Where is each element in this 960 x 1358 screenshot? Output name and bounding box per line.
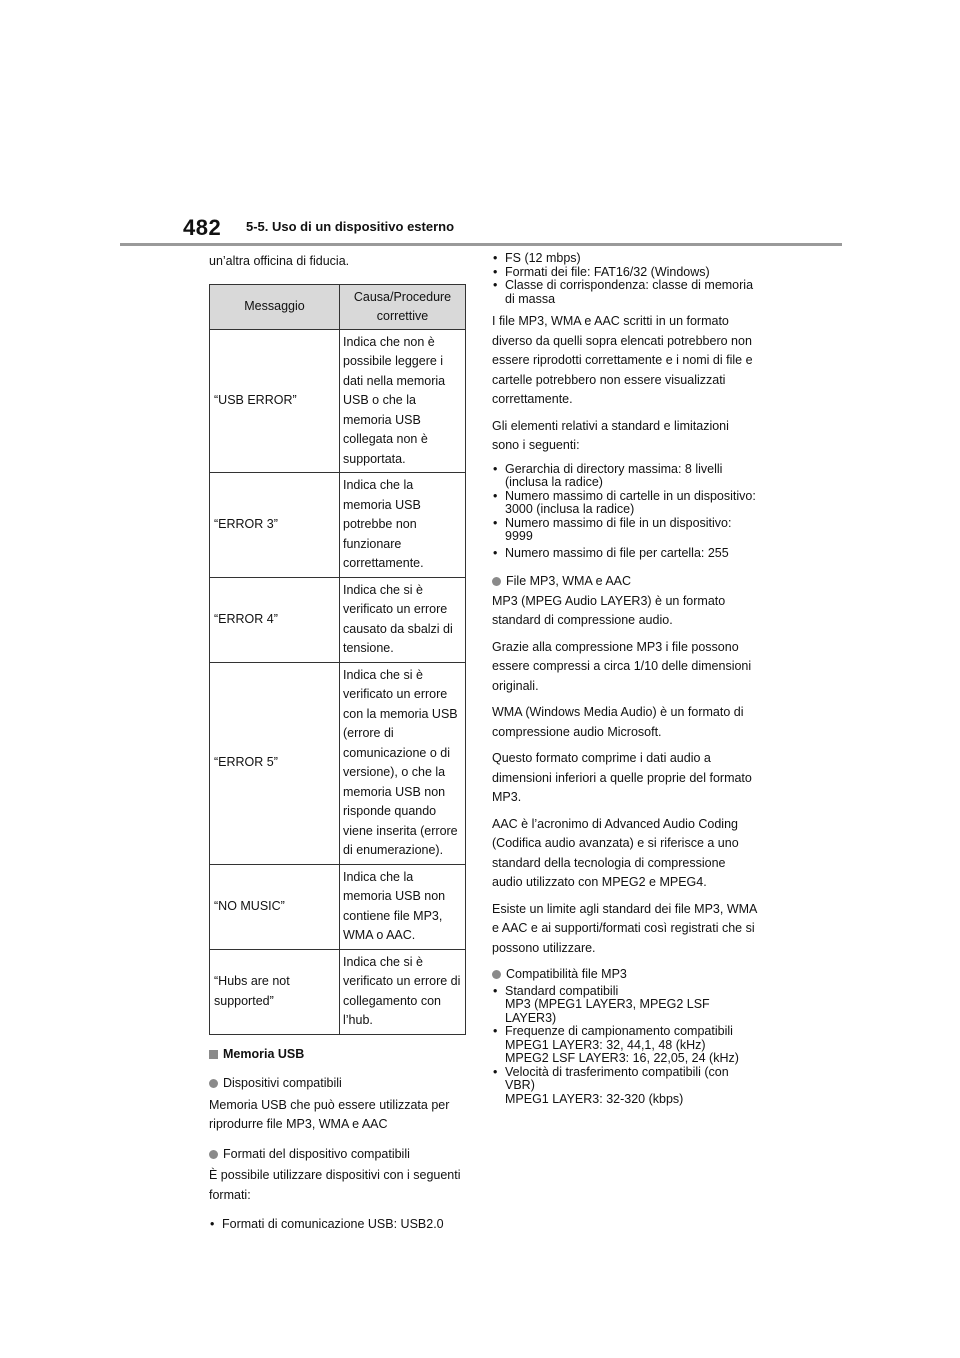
table-cell-message: “ERROR 3”: [210, 473, 340, 578]
right-column: [492, 252, 757, 1112]
list-item: [492, 1025, 757, 1066]
table-cell-message: “Hubs are not supported”: [210, 949, 340, 1034]
formati-heading: [209, 1145, 471, 1165]
list-item: • Classe di corrispondenza: classe di memoria di massa: [492, 279, 757, 306]
paragraph: Gli elementi relativi a standard e limitazioni sono i seguenti:: [492, 418, 729, 452]
paragraph: MP3 (MPEG Audio LAYER3) è un formato standard di compressione audio.: [492, 593, 726, 627]
compat-list: [492, 985, 757, 1107]
table-cell-cause: Indica che la memoria USB potrebbe non funzionare correttamente.: [340, 473, 466, 578]
table-header-cause: Causa/Procedure correttive: [340, 284, 466, 329]
formati-text: È possibile utilizzare dispositivi con i seguenti formati:: [209, 1168, 461, 1202]
paragraph: Esiste un limite agli standard dei file MP3, WMA e AAC e ai supporti/formati così registrati che si possono utilizzare.: [492, 901, 757, 955]
list-item-detail: MPEG1 LAYER3: 32, 44,1, 48 (kHz): [505, 1037, 706, 1052]
table-row: [210, 864, 466, 949]
file-formats-heading-text: File MP3, WMA e AAC: [506, 574, 632, 588]
memoria-usb-heading-text: Memoria USB: [223, 1046, 305, 1061]
page-number: 482: [183, 215, 222, 240]
table-cell-cause: Indica che la memoria USB non contiene file MP3, WMA o AAC.: [340, 864, 466, 949]
formati-heading-text: Formati del dispositivo compatibili: [223, 1146, 410, 1161]
table-row: [210, 662, 466, 864]
table-cell-cause: Indica che si è verificato un errore con la memoria USB (errore di comunicazione o di versione), o che la memoria USB non risponde quando viene inserita (errore di enumerazione).: [340, 662, 466, 864]
list-item-detail: MPEG2 LSF LAYER3: 16, 22,05, 24 (kHz): [505, 1051, 739, 1065]
compat-heading-text: Compatibilità file MP3: [506, 967, 627, 981]
list-item: [492, 1066, 757, 1107]
paragraph: I file MP3, WMA e AAC scritti in un formato diverso da quelli sopra elencati potrebbero non essere riprodotti correttamente e i nomi di file e cartelle potrebbero non essere visualizzati correttamente.: [492, 314, 753, 406]
list-item-detail: MPEG1 LAYER3: 32-320 (kbps): [505, 1091, 684, 1106]
circle-bullet-icon: [492, 970, 501, 979]
limits-list: [492, 463, 757, 561]
left-column: [209, 252, 471, 1241]
dispositivi-text: Memoria USB che può essere utilizzata per riprodurre file MP3, WMA e AAC: [209, 1097, 450, 1131]
list-item: • Formati dei file: FAT16/32 (Windows): [492, 266, 757, 280]
formati-list-continued: [492, 252, 757, 306]
dispositivi-heading: [209, 1074, 471, 1094]
list-item: • Numero massimo di file per cartella: 255: [492, 547, 757, 561]
list-item: • Numero massimo di file in un dispositivo: 9999: [492, 517, 757, 544]
list-item: [492, 985, 757, 1026]
table-cell-message: “ERROR 4”: [210, 577, 340, 662]
dispositivi-heading-text: Dispositivi compatibili: [223, 1076, 342, 1090]
header-rule: [120, 243, 842, 246]
table-cell-message: “USB ERROR”: [210, 329, 340, 473]
list-item-label: • Standard compatibili: [505, 983, 619, 998]
list-item: • Gerarchia di directory massima: 8 livelli (inclusa la radice): [492, 463, 757, 490]
compat-heading: [492, 965, 757, 985]
error-message-table: [209, 284, 466, 1035]
paragraph: Questo formato comprime i dati audio a dimensioni inferiori a quelle proprie del formato MP3.: [492, 751, 752, 804]
list-item-continued: [492, 252, 757, 266]
list-item-label: • Frequenze di campionamento compatibili: [505, 1024, 733, 1038]
memoria-usb-heading: [209, 1045, 471, 1065]
intro-text: un’altra officina di fiducia.: [209, 254, 350, 268]
table-row: [210, 577, 466, 662]
paragraph: Grazie alla compressione MP3 i file possono essere compressi a circa 1/10 delle dimensioni originali.: [492, 639, 752, 693]
table-header-message: Messaggio: [210, 284, 340, 329]
file-formats-heading: [492, 572, 757, 592]
table-cell-cause: Indica che non è possibile leggere i dati nella memoria USB o che la memoria USB collegata non è supportata.: [340, 329, 466, 473]
square-bullet-icon: [209, 1050, 218, 1059]
table-cell-message: “ERROR 5”: [210, 662, 340, 864]
paragraph: WMA (Windows Media Audio) è un formato di compressione audio Microsoft.: [492, 705, 744, 739]
list-item-label: • Velocità di trasferimento compatibili (con VBR): [505, 1064, 729, 1092]
table-row: [210, 329, 466, 473]
formati-list: [209, 1215, 471, 1235]
list-item: • Numero massimo di cartelle in un dispositivo: 3000 (inclusa la radice): [492, 490, 757, 517]
paragraph: AAC è l’acronimo di Advanced Audio Coding (Codifica audio avanzata) e si riferisce a uno standard della tecnologia di compressione audio utilizzato con MPEG2 e MPEG4.: [492, 816, 739, 889]
table-cell-message: “NO MUSIC”: [210, 864, 340, 949]
circle-bullet-icon: [209, 1079, 218, 1088]
table-row: [210, 473, 466, 578]
table-row: [210, 949, 466, 1034]
continued-line: • FS (12 mbps): [505, 251, 581, 265]
table-cell-cause: Indica che si è verificato un errore causato da sbalzi di tensione.: [340, 577, 466, 662]
circle-bullet-icon: [492, 577, 501, 586]
list-item: • Formati di comunicazione USB: USB2.0: [209, 1215, 471, 1235]
circle-bullet-icon: [209, 1150, 218, 1159]
list-item-detail: MP3 (MPEG1 LAYER3, MPEG2 LSF LAYER3): [505, 997, 710, 1025]
table-header-row: [210, 284, 466, 329]
section-title: 5-5. Uso di un dispositivo esterno: [246, 219, 455, 234]
table-cell-cause: Indica che si è verificato un errore di collegamento con l’hub.: [340, 949, 466, 1034]
